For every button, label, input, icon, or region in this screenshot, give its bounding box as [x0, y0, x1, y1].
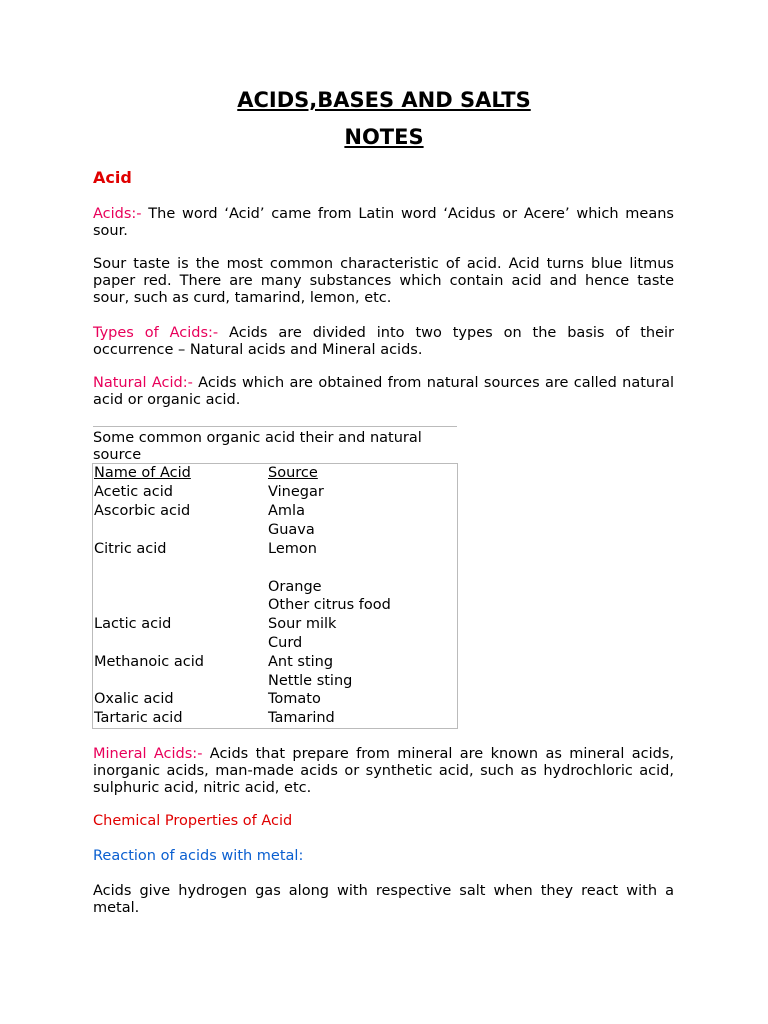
table-cell-source: Orange	[268, 579, 322, 595]
chemical-properties-heading: Chemical Properties of Acid	[93, 813, 293, 829]
table-cell-source: Other citrus food	[268, 597, 391, 613]
table-cell-source: Ant sting	[268, 654, 334, 670]
document-title: ACIDS,BASES AND SALTS	[237, 88, 531, 112]
table-cell-source: Vinegar	[268, 484, 324, 500]
types-of-acids-paragraph	[93, 325, 674, 359]
table-cell-source: Tamarind	[268, 710, 335, 726]
table-cell-source: Lemon	[268, 541, 317, 557]
table-cell-acid: Methanoic acid	[94, 654, 204, 670]
natural-lead: Natural Acid:-	[93, 375, 193, 391]
table-header-name: Name of Acid	[94, 465, 191, 481]
mineral-text: Acids that prepare from mineral are known as mineral acids, inorganic acids, man-made acids or synthetic acid, such as hydrochloric acid, sulphuric acid, nitric acid, etc.	[93, 746, 674, 796]
acids-definition	[93, 206, 674, 240]
mineral-lead: Mineral Acids:-	[93, 746, 203, 762]
acids-text: The word ‘Acid’ came from Latin word ‘Acidus or Acere’ which means sour.	[93, 206, 674, 239]
natural-acid-paragraph	[93, 375, 674, 409]
table-cell-acid: Ascorbic acid	[94, 503, 191, 519]
table-cell-source: Tomato	[268, 691, 321, 707]
reaction-with-metal-heading: Reaction of acids with metal:	[93, 848, 304, 864]
natural-text: Acids which are obtained from natural sources are called natural acid or organic acid.	[93, 375, 674, 408]
table-cell-acid: Tartaric acid	[94, 710, 183, 726]
organic-acids-table	[92, 463, 458, 729]
table-cell-acid: Acetic acid	[94, 484, 173, 500]
reaction-paragraph: Acids give hydrogen gas along with respective salt when they react with a metal.	[93, 883, 674, 916]
table-cell-acid: Citric acid	[94, 541, 167, 557]
acids-lead: Acids:-	[93, 206, 142, 222]
table-caption: Some common organic acid their and natural source	[93, 426, 457, 464]
acid-heading: Acid	[93, 168, 132, 187]
types-text: Acids are divided into two types on the basis of their occurrence – Natural acids and Mineral acids.	[93, 325, 674, 358]
table-cell-acid: Lactic acid	[94, 616, 172, 632]
document-subtitle: NOTES	[344, 125, 424, 149]
table-cell-acid: Oxalic acid	[94, 691, 174, 707]
table-cell-source: Curd	[268, 635, 303, 651]
table-header-source: Source	[268, 465, 318, 481]
table-cell-source: Amla	[268, 503, 305, 519]
table-cell-source: Nettle sting	[268, 673, 353, 689]
types-lead: Types of Acids:-	[93, 325, 219, 341]
mineral-acids-paragraph	[93, 746, 674, 797]
table-cell-source: Sour milk	[268, 616, 337, 632]
table-cell-source: Guava	[268, 522, 315, 538]
sour-taste-paragraph: Sour taste is the most common characteristic of acid. Acid turns blue litmus paper red. There are many substances which contain acid and hence taste sour, such as curd, tamarind, lemon, etc.	[93, 256, 674, 306]
